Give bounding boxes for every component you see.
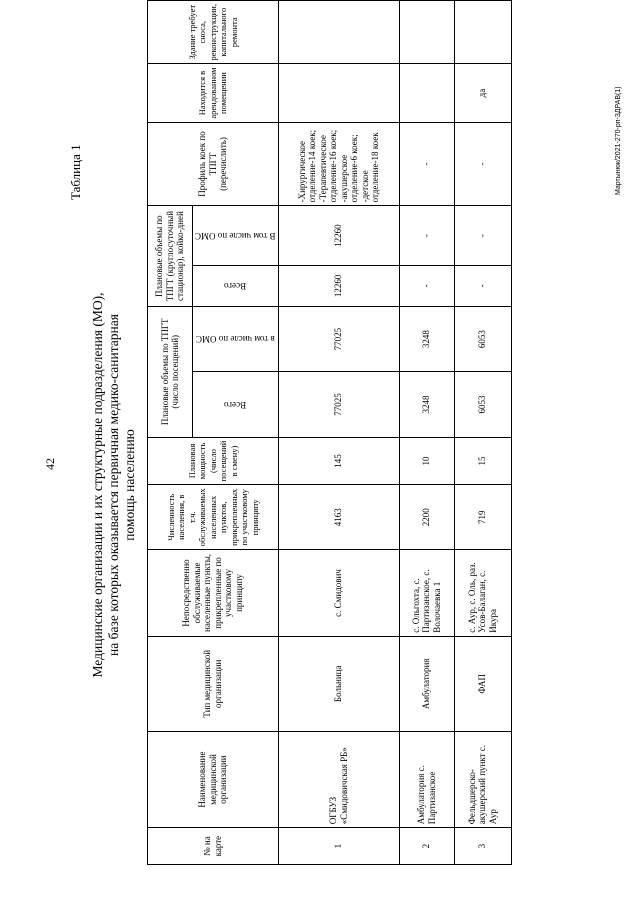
header-settlements: Непосредственно обслуживаемые населенные пункты, прикрепленные по участковому принципу [148, 550, 279, 636]
table-row [454, 1, 511, 865]
cell-settlements: с. Смидович [278, 550, 399, 636]
cell-visits-oms: 3248 [399, 306, 454, 371]
cell-planned-capacity: 145 [278, 437, 399, 485]
cell-needs-demolition [454, 1, 511, 64]
header-bed-profile: Профиль коек по ТПГТ (перечислить) [148, 122, 279, 206]
cell-rented [278, 64, 399, 122]
cell-type: ФАП [454, 636, 511, 731]
cell-beds-oms: - [454, 206, 511, 265]
cell-num: 2 [399, 828, 454, 865]
header-rented: Находится в арендованном помещении [148, 64, 279, 122]
header-population: Численность населения, в т.ч. обслуживаемых населенных пунктов, прикрепленных по участковому принципу [148, 485, 279, 550]
cell-settlements: с. Аур, с. Оль, раз. Усов-Балаган, с. Икура [454, 550, 511, 636]
cell-bed-profile: - [399, 122, 454, 206]
title-line: Медицинские организации и их структурные подразделения (МО), [90, 292, 105, 678]
table-row [399, 1, 454, 865]
cell-rented [399, 64, 454, 122]
header-beds-total: Всего [193, 265, 279, 306]
cell-rented: да [454, 64, 511, 122]
cell-name: Амбулатория с. Партизанское [399, 731, 454, 827]
header-beds-oms: В том числе по ОМС [193, 206, 279, 265]
cell-visits-total: 6053 [454, 372, 511, 437]
cell-visits-oms: 77025 [278, 306, 399, 371]
medical-organizations-table [147, 0, 512, 865]
title-line: на базе которых оказывается первичная медико-санитарная [106, 314, 121, 656]
cell-needs-demolition [399, 1, 454, 64]
document-title [90, 160, 138, 810]
cell-population: 719 [454, 485, 511, 550]
footer-code: Мартынюк/2021-270-рп-3ДРАВ(1) [615, 86, 622, 195]
cell-num: 1 [278, 828, 399, 865]
header-planned-capacity: Плановая мощность (число посещений в смену) [148, 437, 279, 485]
cell-type: Амбулатория [399, 636, 454, 731]
cell-beds-oms: - [399, 206, 454, 265]
cell-visits-total: 77025 [278, 372, 399, 437]
cell-planned-capacity: 15 [454, 437, 511, 485]
cell-planned-capacity: 10 [399, 437, 454, 485]
cell-population: 4163 [278, 485, 399, 550]
header-visits-total: Всего [193, 372, 279, 437]
cell-bed-profile: - [454, 122, 511, 206]
header-visits-group: Плановые объемы по ТПГТ (число посещений) [148, 306, 193, 437]
table-caption: Таблица 1 [68, 144, 83, 200]
header-bed-days-group: Плановые объемы по ТПГТ (круглосуточный стационар), койко-дней [148, 206, 193, 306]
header-visits-oms: в том числе по ОМС [193, 306, 279, 371]
cell-name: Фельдшерско-акушерский пункт с. Аур [454, 731, 511, 827]
table-row [278, 1, 399, 865]
cell-num: 3 [454, 828, 511, 865]
page-number: 42 [43, 458, 57, 470]
header-name: Наименование медицинской организации [148, 731, 279, 827]
cell-beds-total: - [454, 265, 511, 306]
header-type: Тип медицинской организации [148, 636, 279, 731]
cell-beds-total: - [399, 265, 454, 306]
cell-settlements: с. Ольгохта, с. Партизанское, с. Волочаевка 1 [399, 550, 454, 636]
cell-name: ОГБУЗ «Смидовичская РБ» [278, 731, 399, 827]
cell-beds-oms: 12260 [278, 206, 399, 265]
header-needs-demolition: Здание требует сноса, реконструкции, капитального ремонта [148, 1, 279, 64]
header-num: № на карте [148, 828, 279, 865]
cell-population: 2200 [399, 485, 454, 550]
cell-beds-total: 12260 [278, 265, 399, 306]
cell-visits-total: 3248 [399, 372, 454, 437]
cell-needs-demolition [278, 1, 399, 64]
cell-bed-profile: -Хирургическое отделение-14 коек; -Терапевтическое отделение-16 коек; -акушерское отделение-6 коек; -детское отделение-18 коек [278, 122, 399, 206]
title-line: помощь населению [122, 429, 137, 541]
cell-type: Больница [278, 636, 399, 731]
cell-visits-oms: 6053 [454, 306, 511, 371]
